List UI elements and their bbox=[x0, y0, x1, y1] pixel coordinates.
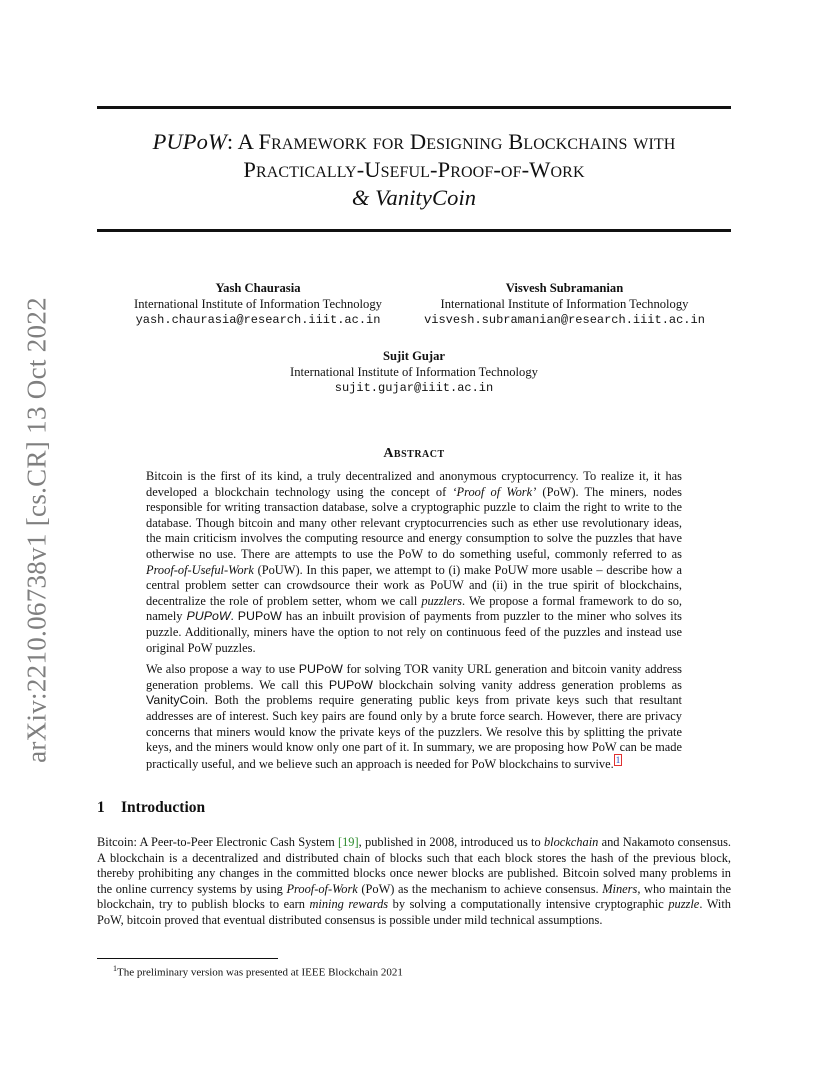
author-affiliation: International Institute of Information Technology bbox=[440, 297, 689, 311]
abstract-body bbox=[146, 469, 682, 778]
title-line-3: & VanityCoin bbox=[351, 185, 477, 210]
arxiv-identifier: arXiv:2210.06738v1 [cs.CR] 13 Oct 2022 bbox=[21, 297, 52, 763]
author-name: Yash Chaurasia bbox=[215, 281, 301, 295]
title-line-1-rest: : A Framework for Designing Blockchains with bbox=[226, 129, 676, 154]
author-email[interactable]: visvesh.subramanian@research.iiit.ac.in bbox=[424, 313, 705, 327]
footnote-rule bbox=[97, 958, 278, 959]
author-email[interactable]: sujit.gujar@iiit.ac.in bbox=[334, 381, 494, 395]
section-title: Introduction bbox=[121, 799, 206, 816]
abstract-heading: Abstract bbox=[383, 446, 445, 461]
author-affiliation: International Institute of Information Technology bbox=[134, 297, 382, 311]
intro-paragraph: Bitcoin: A Peer-to-Peer Electronic Cash System [19], published in 2008, introduced us to blockchain and Nakamoto consensus. A blockchain is a decentralized and distributed chain of blocks such that each block stores the hash of the previous block, thereby prohibiting any changes in the committed blocks once newer blocks are published. Bitcoin solved many problems in the online currency systems by using Proof-of-Work (PoW) as the mechanism to achieve consensus. Miners, who maintain the blockchain, try to publish blocks to earn mining rewards by solving a computationally intensive cryptographic puzzle. With PoW, bitcoin proved that eventual distributed consensus is possible under mild technical assumptions. bbox=[97, 835, 732, 927]
title-pupow: PUPoW bbox=[152, 129, 227, 154]
title-rule-top bbox=[97, 106, 731, 109]
paper-title bbox=[97, 128, 731, 212]
footnote-link[interactable]: 1 bbox=[615, 754, 621, 765]
title-rule-bottom bbox=[97, 229, 731, 232]
section-number: 1 bbox=[97, 799, 105, 816]
author-block-1 bbox=[120, 280, 396, 328]
author-block-3 bbox=[250, 348, 578, 396]
abstract-paragraph-2: We also propose a way to use PUPoW for solving TOR vanity URL generation and bitcoin vanity address generation problems. We call this PUPoW blockchain solving vanity address generation problems as VanityCoin. Both the problems require generating public keys from private keys such that resultant addresses are of interest. Such key pairs are found only by a brute force search. However, there are privacy concerns that miners would know the private keys of the puzzlers. We resolve this by splitting the private keys, and the miners would know only one part of it. In summary, we are proposing how PoW can be made practically useful, and we believe such an approach is needed for PoW blockchains to survive. $^1$ bbox=[146, 662, 682, 771]
footnote-text: The preliminary version was presented at IEEE Blockchain 2021 bbox=[117, 966, 403, 979]
author-email[interactable]: yash.chaurasia@research.iiit.ac.in bbox=[135, 313, 381, 327]
author-name: Sujit Gujar bbox=[383, 349, 445, 363]
title-line-2: Practically-Useful-Proof-of-Work bbox=[243, 157, 585, 182]
citation-link[interactable]: [19] bbox=[337, 835, 359, 849]
section-heading bbox=[97, 799, 205, 817]
author-block-2 bbox=[424, 280, 705, 328]
footnote bbox=[113, 962, 403, 980]
author-affiliation: International Institute of Information Technology bbox=[290, 365, 538, 379]
footnote-mark: 1 bbox=[113, 964, 117, 973]
title-line-1 bbox=[97, 128, 731, 156]
abstract-paragraph-1: Bitcoin is the first of its kind, a truly decentralized and anonymous cryptocurrency. To realize it, it has developed a blockchain technology using the concept of ‘Proof of Work’ (PoW). The miners, nodes responsible for writing transaction database, solve a cryptographic puzzle to claim the right to write to the database. Though bitcoin and many other relevant cryptocurrencies such as ether use revolutionary ideas, the main criticism involves the computing resource and energy consumption to solve the puzzles that have otherwise no use. There are attempts to use the PoW to do something useful, commonly referred to as Proof-of-Useful-Work (PoUW). In this paper, we attempt to (i) make PoUW more usable – describe how a central problem setter can crowdsource their work as PoUW and (ii) in the true spirit of blockchains, decentralize the role of problem setter, whom we call puzzlers. We propose a formal framework to do so, namely PUPoW. PUPoW has an inbuilt provision of payments from puzzler to the miner who solves its puzzle. Additionally, miners have the option to not rely on continuous feed of the puzzles and instead use original PoW puzzles. bbox=[146, 469, 682, 655]
author-name: Visvesh Subramanian bbox=[505, 281, 624, 295]
